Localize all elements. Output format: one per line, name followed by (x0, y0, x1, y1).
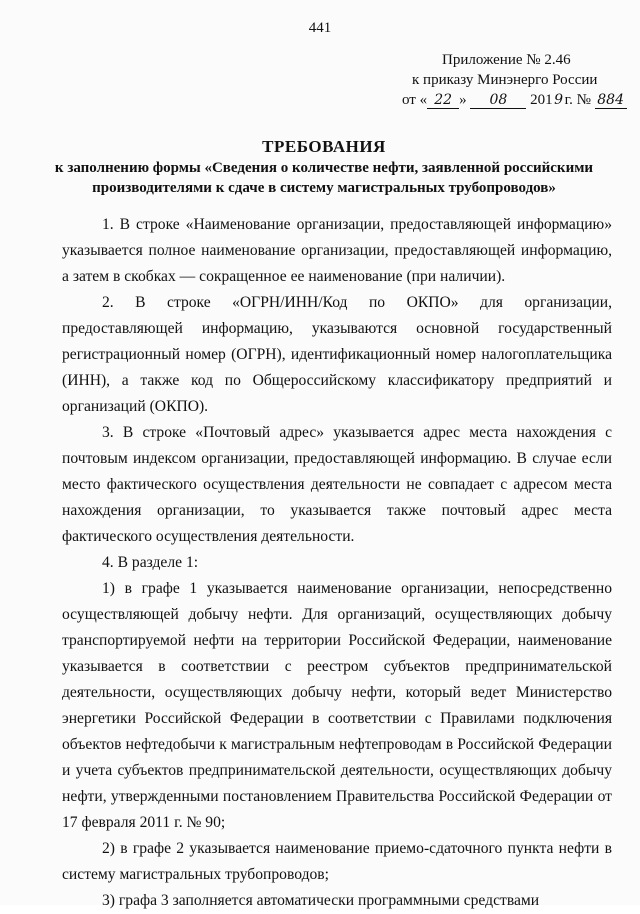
handwritten-day: 22 (427, 92, 459, 109)
paragraph-4-item-3: 3) графа 3 заполняется автоматически программными средствами (102, 892, 540, 909)
year-suffix: г. № (564, 92, 591, 108)
title-subtitle-line-1: к заполнению формы «Сведения о количестве нефти, заявленной российскими (54, 160, 594, 176)
document-body (62, 212, 612, 914)
paragraph-4-item-2: 2) в графе 2 указывается наименование приемо-сдаточного пункта нефти в систему магистральных трубопроводов; (62, 840, 612, 883)
handwritten-month: 08 (470, 92, 526, 109)
appendix-order-reference: к приказу Минэнерго России (412, 72, 598, 88)
paragraph-2: 2. В строке «ОГРН/ИНН/Код по ОКПО» для организации, предоставляющей информацию, указываются основной государственный регистрационный номер (ОГРН), идентификационный номер налогоплательщика (ИНН), а также код по Общероссийскому классификатору предприятий и организаций (ОКПО). (62, 294, 612, 415)
paragraph-4-item-1: 1) в графе 1 указывается наименование организации, непосредственно осуществляющей добычу нефти. Для организаций, осуществляющих добычу транспортируемой нефти на территории Российской Федерации, наименование указывается в соответствии с реестром субъектов предпринимательской деятельности, осуществляющих добычу нефти, который ведет Министерство энергетики Российской Федерации в соответствии с Правилами подключения объектов нефтедобычи к магистральным нефтепроводам в Российской Федерации и учета субъектов предпринимательской деятельности, осуществляющих добычу нефти, утвержденными постановлением Правительства Российской Федерации от 17 февраля 2011 г. № 90; (62, 580, 612, 831)
handwritten-year-digit: 9 (554, 92, 564, 108)
page-number: 441 (308, 20, 332, 36)
year-prefix: 201 (530, 92, 553, 108)
paragraph-1: 1. В строке «Наименование организации, предоставляющей информацию» указывается полное наименование организации, предоставляющей информацию, а затем в скобках — сокращенное ее наименование (при наличии). (62, 216, 612, 285)
appendix-title: Приложение № 2.46 (442, 52, 571, 68)
handwritten-order-number: 884 (595, 92, 627, 109)
title-heading: ТРЕБОВАНИЯ (262, 137, 386, 156)
date-prefix: от « (402, 92, 428, 108)
title-subtitle-line-2: производителями к сдаче в систему магистральных трубопроводов» (92, 180, 556, 196)
paragraph-3: 3. В строке «Почтовый адрес» указывается адрес места нахождения с почтовым индексом организации, предоставляющей информацию. В случае если место фактического осуществления деятельности не совпадает с адресом места нахождения организации, то указывается также почтовый адрес места фактического осуществления деятельности. (62, 424, 612, 545)
date-day-close: » (459, 92, 467, 108)
paragraph-4: 4. В разделе 1: (102, 554, 199, 571)
document-title (40, 136, 608, 198)
appendix-header (402, 50, 624, 110)
appendix-date-line (402, 90, 624, 110)
